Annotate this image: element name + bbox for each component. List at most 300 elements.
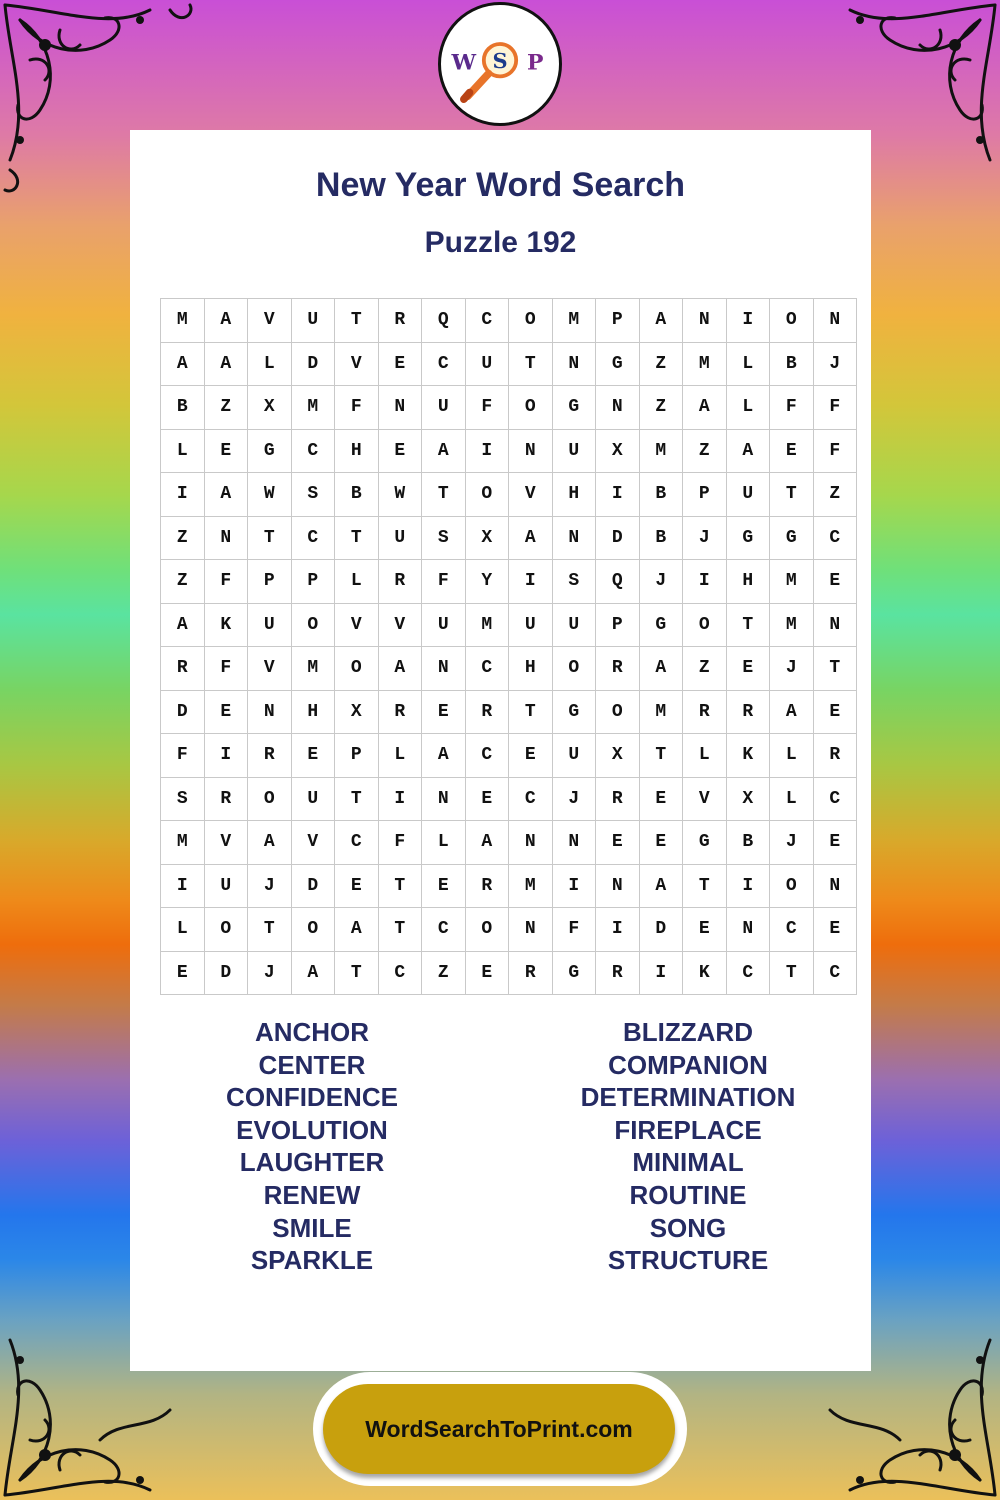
grid-cell[interactable]: L [683, 734, 727, 778]
grid-row [161, 386, 857, 430]
grid-cell[interactable]: T [335, 777, 379, 821]
word-list-right [538, 1016, 838, 1277]
grid-row [161, 560, 857, 604]
grid-cell[interactable]: H [552, 473, 596, 517]
grid-cell[interactable]: M [161, 299, 205, 343]
logo-letter-w: W [451, 49, 477, 76]
grid-cell[interactable]: U [422, 603, 466, 647]
grid-cell[interactable]: Z [639, 342, 683, 386]
grid-cell[interactable]: A [770, 690, 814, 734]
grid-cell[interactable]: V [291, 821, 335, 865]
grid-cell[interactable]: X [726, 777, 770, 821]
grid-cell[interactable]: I [726, 299, 770, 343]
puzzle-card [130, 130, 871, 1371]
grid-cell[interactable]: M [465, 603, 509, 647]
grid-cell[interactable]: M [639, 429, 683, 473]
grid-cell[interactable]: R [465, 864, 509, 908]
grid-cell[interactable]: O [465, 473, 509, 517]
word-list-item: BLIZZARD [623, 1017, 753, 1047]
grid-cell[interactable]: T [726, 603, 770, 647]
grid-cell[interactable]: O [552, 647, 596, 691]
grid-cell[interactable]: T [509, 690, 553, 734]
grid-cell[interactable]: O [291, 603, 335, 647]
grid-cell[interactable]: O [204, 908, 248, 952]
grid-cell[interactable]: G [596, 342, 640, 386]
grid-cell[interactable]: J [683, 516, 727, 560]
grid-cell[interactable]: M [770, 603, 814, 647]
grid-cell[interactable]: E [683, 908, 727, 952]
grid-cell[interactable]: A [509, 516, 553, 560]
grid-cell[interactable]: A [422, 734, 466, 778]
grid-cell[interactable]: L [726, 386, 770, 430]
grid-cell[interactable]: E [204, 690, 248, 734]
grid-cell[interactable]: E [726, 647, 770, 691]
grid-cell[interactable]: M [639, 690, 683, 734]
grid-cell[interactable]: T [813, 647, 857, 691]
grid-cell[interactable]: U [378, 516, 422, 560]
grid-cell[interactable]: F [204, 647, 248, 691]
grid-cell[interactable]: S [161, 777, 205, 821]
grid-cell[interactable]: O [770, 864, 814, 908]
grid-cell[interactable]: V [248, 647, 292, 691]
grid-cell[interactable]: Z [683, 429, 727, 473]
grid-cell[interactable]: C [465, 299, 509, 343]
website-link-text: WordSearchToPrint.com [365, 1415, 633, 1442]
grid-cell[interactable]: R [813, 734, 857, 778]
grid-cell[interactable]: I [509, 560, 553, 604]
grid-cell[interactable]: E [465, 777, 509, 821]
grid-cell[interactable]: M [509, 864, 553, 908]
grid-cell[interactable]: A [161, 342, 205, 386]
grid-cell[interactable]: X [465, 516, 509, 560]
word-list-item: FIREPLACE [614, 1114, 762, 1145]
grid-cell[interactable]: P [596, 299, 640, 343]
grid-cell[interactable]: E [422, 864, 466, 908]
grid-cell[interactable]: B [639, 516, 683, 560]
grid-cell[interactable]: C [291, 516, 335, 560]
grid-cell[interactable]: N [552, 821, 596, 865]
grid-row [161, 864, 857, 908]
grid-cell[interactable]: O [509, 299, 553, 343]
grid-cell[interactable]: J [770, 821, 814, 865]
grid-cell[interactable]: B [639, 473, 683, 517]
grid-cell[interactable]: C [422, 908, 466, 952]
letter-grid [160, 298, 857, 995]
grid-cell[interactable]: M [552, 299, 596, 343]
grid-cell[interactable]: N [726, 908, 770, 952]
logo-letter-p: P [526, 49, 544, 76]
grid-row [161, 647, 857, 691]
grid-cell[interactable]: R [509, 951, 553, 995]
word-list-left [162, 1016, 462, 1277]
footer-badge [313, 1372, 687, 1486]
grid-cell[interactable]: I [596, 473, 640, 517]
word-list-item: STRUCTURE [607, 1245, 769, 1276]
grid-cell[interactable]: E [335, 864, 379, 908]
grid-cell[interactable]: F [813, 386, 857, 430]
grid-cell[interactable]: R [683, 690, 727, 734]
grid-cell[interactable]: Z [683, 647, 727, 691]
grid-cell[interactable]: H [509, 647, 553, 691]
grid-cell[interactable]: H [726, 560, 770, 604]
grid-cell[interactable]: U [291, 299, 335, 343]
grid-cell[interactable]: U [552, 429, 596, 473]
grid-cell[interactable]: H [291, 690, 335, 734]
grid-cell[interactable]: E [161, 951, 205, 995]
grid-cell[interactable]: H [335, 429, 379, 473]
grid-cell[interactable]: B [726, 821, 770, 865]
grid-cell[interactable]: C [813, 777, 857, 821]
grid-cell[interactable]: U [291, 777, 335, 821]
grid-cell[interactable]: U [552, 734, 596, 778]
grid-cell[interactable]: M [161, 821, 205, 865]
grid-cell[interactable]: O [596, 690, 640, 734]
grid-cell[interactable]: K [683, 951, 727, 995]
grid-cell[interactable]: L [161, 908, 205, 952]
grid-cell[interactable]: V [683, 777, 727, 821]
grid-cell[interactable]: I [465, 429, 509, 473]
grid-row [161, 734, 857, 778]
grid-cell[interactable]: J [770, 647, 814, 691]
grid-cell[interactable]: U [248, 603, 292, 647]
grid-cell[interactable]: E [509, 734, 553, 778]
grid-cell[interactable]: A [639, 864, 683, 908]
grid-row [161, 342, 857, 386]
grid-cell[interactable]: L [248, 342, 292, 386]
grid-row [161, 821, 857, 865]
grid-cell[interactable]: R [378, 299, 422, 343]
grid-cell[interactable]: M [291, 386, 335, 430]
grid-cell[interactable]: N [813, 299, 857, 343]
grid-cell[interactable]: T [683, 864, 727, 908]
grid-cell[interactable]: A [378, 647, 422, 691]
grid-cell[interactable]: D [291, 864, 335, 908]
grid-cell[interactable]: A [422, 429, 466, 473]
grid-row [161, 429, 857, 473]
grid-cell[interactable]: F [552, 908, 596, 952]
grid-cell[interactable]: D [161, 690, 205, 734]
grid-cell[interactable]: T [248, 908, 292, 952]
grid-cell[interactable]: C [465, 734, 509, 778]
grid-cell[interactable]: E [378, 342, 422, 386]
grid-cell[interactable]: E [465, 951, 509, 995]
grid-cell[interactable]: E [639, 777, 683, 821]
grid-cell[interactable]: L [726, 342, 770, 386]
grid-cell[interactable]: T [770, 473, 814, 517]
grid-cell[interactable]: R [596, 777, 640, 821]
grid-cell[interactable]: I [204, 734, 248, 778]
grid-row [161, 473, 857, 517]
grid-cell[interactable]: C [335, 821, 379, 865]
grid-cell[interactable]: E [378, 429, 422, 473]
grid-cell[interactable]: N [596, 386, 640, 430]
grid-cell[interactable]: F [422, 560, 466, 604]
grid-cell[interactable]: L [422, 821, 466, 865]
grid-cell[interactable]: X [596, 429, 640, 473]
grid-cell[interactable]: G [552, 386, 596, 430]
grid-cell[interactable]: N [509, 908, 553, 952]
grid-cell[interactable]: U [465, 342, 509, 386]
grid-cell[interactable]: I [552, 864, 596, 908]
grid-cell[interactable]: C [813, 951, 857, 995]
grid-cell[interactable]: I [378, 777, 422, 821]
grid-cell[interactable]: L [335, 560, 379, 604]
grid-cell[interactable]: E [813, 821, 857, 865]
grid-cell[interactable]: U [509, 603, 553, 647]
grid-cell[interactable]: B [770, 342, 814, 386]
grid-cell[interactable]: L [378, 734, 422, 778]
grid-cell[interactable]: G [770, 516, 814, 560]
grid-cell[interactable]: T [335, 951, 379, 995]
grid-cell[interactable]: E [596, 821, 640, 865]
grid-cell[interactable]: X [248, 386, 292, 430]
grid-cell[interactable]: L [770, 777, 814, 821]
grid-cell[interactable]: A [465, 821, 509, 865]
wsp-logo[interactable] [438, 2, 562, 126]
grid-cell[interactable]: T [509, 342, 553, 386]
word-list-item: LAUGHTER [239, 1147, 385, 1178]
grid-cell[interactable]: B [161, 386, 205, 430]
grid-cell[interactable]: R [248, 734, 292, 778]
grid-cell[interactable]: R [161, 647, 205, 691]
grid-cell[interactable]: A [204, 473, 248, 517]
grid-row [161, 690, 857, 734]
word-list-item: CENTER [258, 1049, 366, 1080]
grid-cell[interactable]: N [596, 864, 640, 908]
grid-cell[interactable]: D [291, 342, 335, 386]
grid-cell[interactable]: N [378, 386, 422, 430]
grid-cell[interactable]: N [248, 690, 292, 734]
grid-cell[interactable]: O [248, 777, 292, 821]
grid-cell[interactable]: T [639, 734, 683, 778]
grid-cell[interactable]: F [378, 821, 422, 865]
grid-cell[interactable]: N [683, 299, 727, 343]
grid-cell[interactable]: N [813, 603, 857, 647]
logo-letter-s: S [492, 47, 508, 73]
grid-cell[interactable]: N [509, 429, 553, 473]
word-list-item: SMILE [272, 1212, 352, 1243]
grid-cell[interactable]: N [552, 516, 596, 560]
grid-cell[interactable]: C [465, 647, 509, 691]
grid-cell[interactable]: V [248, 299, 292, 343]
grid-cell[interactable]: Z [813, 473, 857, 517]
grid-cell[interactable]: N [204, 516, 248, 560]
grid-cell[interactable]: K [204, 603, 248, 647]
grid-cell[interactable]: U [422, 386, 466, 430]
grid-cell[interactable]: B [335, 473, 379, 517]
grid-cell[interactable]: O [770, 299, 814, 343]
grid-cell[interactable]: C [422, 342, 466, 386]
grid-cell[interactable]: T [335, 299, 379, 343]
grid-cell[interactable]: A [683, 386, 727, 430]
grid-cell[interactable]: S [552, 560, 596, 604]
grid-cell[interactable]: A [161, 603, 205, 647]
grid-cell[interactable]: X [596, 734, 640, 778]
grid-cell[interactable]: J [248, 951, 292, 995]
grid-cell[interactable]: U [726, 473, 770, 517]
grid-row [161, 908, 857, 952]
grid-cell[interactable]: N [509, 821, 553, 865]
word-list-item: COMPANION [608, 1049, 768, 1080]
grid-cell[interactable]: Z [204, 386, 248, 430]
grid-cell[interactable]: U [552, 603, 596, 647]
grid-cell[interactable]: C [509, 777, 553, 821]
grid-cell[interactable]: O [683, 603, 727, 647]
word-list-item: CONFIDENCE [226, 1082, 398, 1113]
grid-cell[interactable]: T [248, 516, 292, 560]
grid-cell[interactable]: I [596, 908, 640, 952]
grid-cell[interactable]: P [596, 603, 640, 647]
puzzle-number: Puzzle 192 [424, 226, 577, 259]
grid-cell[interactable]: E [639, 821, 683, 865]
grid-row [161, 777, 857, 821]
grid-cell[interactable]: A [291, 951, 335, 995]
grid-cell[interactable]: A [204, 299, 248, 343]
grid-cell[interactable]: U [204, 864, 248, 908]
grid-cell[interactable]: V [335, 603, 379, 647]
word-list-item: DETERMINATION [580, 1082, 796, 1113]
grid-row [161, 603, 857, 647]
grid-cell[interactable]: O [509, 386, 553, 430]
grid-cell[interactable]: T [378, 864, 422, 908]
grid-cell[interactable]: M [291, 647, 335, 691]
grid-cell[interactable]: R [204, 777, 248, 821]
grid-cell[interactable]: T [335, 516, 379, 560]
grid-row [161, 951, 857, 995]
grid-cell[interactable]: I [639, 951, 683, 995]
grid-cell[interactable]: Z [422, 951, 466, 995]
grid-cell[interactable]: P [683, 473, 727, 517]
grid-cell[interactable]: Q [596, 560, 640, 604]
grid-cell[interactable]: R [596, 951, 640, 995]
grid-cell[interactable]: A [639, 647, 683, 691]
grid-cell[interactable]: E [770, 429, 814, 473]
grid-cell[interactable]: G [248, 429, 292, 473]
grid-cell[interactable]: F [813, 429, 857, 473]
grid-cell[interactable]: C [726, 951, 770, 995]
grid-cell[interactable]: I [726, 864, 770, 908]
grid-cell[interactable]: C [770, 908, 814, 952]
grid-cell[interactable]: D [204, 951, 248, 995]
grid-cell[interactable]: J [248, 864, 292, 908]
grid-cell[interactable]: E [813, 690, 857, 734]
grid-cell[interactable]: E [422, 690, 466, 734]
grid-cell[interactable]: N [422, 777, 466, 821]
grid-cell[interactable]: R [465, 690, 509, 734]
grid-cell[interactable]: Z [161, 516, 205, 560]
grid-cell[interactable]: N [552, 342, 596, 386]
page-title: New Year Word Search [315, 166, 686, 204]
grid-cell[interactable]: Z [639, 386, 683, 430]
grid-cell[interactable]: E [813, 560, 857, 604]
grid-cell[interactable]: X [335, 690, 379, 734]
grid-cell[interactable]: T [770, 951, 814, 995]
grid-cell[interactable]: D [596, 516, 640, 560]
grid-cell[interactable]: L [770, 734, 814, 778]
grid-cell[interactable]: T [378, 908, 422, 952]
grid-cell[interactable]: I [161, 864, 205, 908]
grid-cell[interactable]: O [335, 647, 379, 691]
grid-cell[interactable]: O [291, 908, 335, 952]
grid-cell[interactable]: A [248, 821, 292, 865]
grid-cell[interactable]: Q [422, 299, 466, 343]
grid-cell[interactable]: A [639, 299, 683, 343]
grid-cell[interactable]: J [552, 777, 596, 821]
grid-cell[interactable]: V [335, 342, 379, 386]
word-list-item: SPARKLE [250, 1245, 374, 1276]
grid-cell[interactable]: I [161, 473, 205, 517]
grid-cell[interactable]: M [770, 560, 814, 604]
word-list-item: ANCHOR [254, 1017, 370, 1047]
grid-cell[interactable]: G [726, 516, 770, 560]
grid-cell[interactable]: C [378, 951, 422, 995]
grid-cell[interactable]: F [770, 386, 814, 430]
grid-cell[interactable]: P [335, 734, 379, 778]
grid-cell[interactable]: W [248, 473, 292, 517]
grid-cell[interactable]: S [291, 473, 335, 517]
grid-cell[interactable]: R [726, 690, 770, 734]
grid-cell[interactable]: F [335, 386, 379, 430]
grid-cell[interactable]: P [291, 560, 335, 604]
grid-cell[interactable]: T [422, 473, 466, 517]
grid-cell[interactable]: M [683, 342, 727, 386]
grid-cell[interactable]: R [378, 560, 422, 604]
grid-cell[interactable]: A [726, 429, 770, 473]
grid-cell[interactable]: S [422, 516, 466, 560]
grid-cell[interactable]: C [291, 429, 335, 473]
word-list-item: EVOLUTION [236, 1114, 388, 1145]
grid-cell[interactable]: V [509, 473, 553, 517]
word-list-item: MINIMAL [632, 1147, 744, 1178]
grid-cell[interactable]: N [813, 864, 857, 908]
grid-cell[interactable]: R [596, 647, 640, 691]
grid-cell[interactable]: F [204, 560, 248, 604]
grid-row [161, 299, 857, 343]
grid-cell[interactable]: J [813, 342, 857, 386]
grid-cell[interactable]: G [639, 603, 683, 647]
grid-cell[interactable]: V [378, 603, 422, 647]
grid-cell[interactable]: J [639, 560, 683, 604]
grid-cell[interactable]: Z [161, 560, 205, 604]
word-list-item: RENEW [263, 1179, 361, 1210]
grid-cell[interactable]: E [291, 734, 335, 778]
grid-cell[interactable]: A [204, 342, 248, 386]
grid-cell[interactable]: E [204, 429, 248, 473]
grid-cell[interactable]: F [161, 734, 205, 778]
grid-cell[interactable]: G [683, 821, 727, 865]
grid-cell[interactable]: C [813, 516, 857, 560]
grid-cell[interactable]: L [161, 429, 205, 473]
grid-cell[interactable]: G [552, 690, 596, 734]
grid-cell[interactable]: D [639, 908, 683, 952]
grid-cell[interactable]: R [378, 690, 422, 734]
grid-cell[interactable]: K [726, 734, 770, 778]
grid-cell[interactable]: V [204, 821, 248, 865]
grid-cell[interactable]: E [813, 908, 857, 952]
word-list-item: SONG [649, 1212, 727, 1243]
grid-cell[interactable]: W [378, 473, 422, 517]
grid-cell[interactable]: G [552, 951, 596, 995]
grid-cell[interactable]: Y [465, 560, 509, 604]
grid-cell[interactable]: A [335, 908, 379, 952]
grid-cell[interactable]: I [683, 560, 727, 604]
grid-row [161, 516, 857, 560]
grid-cell[interactable]: N [422, 647, 466, 691]
grid-cell[interactable]: P [248, 560, 292, 604]
grid-cell[interactable]: F [465, 386, 509, 430]
grid-cell[interactable]: O [465, 908, 509, 952]
website-button[interactable] [323, 1384, 675, 1474]
